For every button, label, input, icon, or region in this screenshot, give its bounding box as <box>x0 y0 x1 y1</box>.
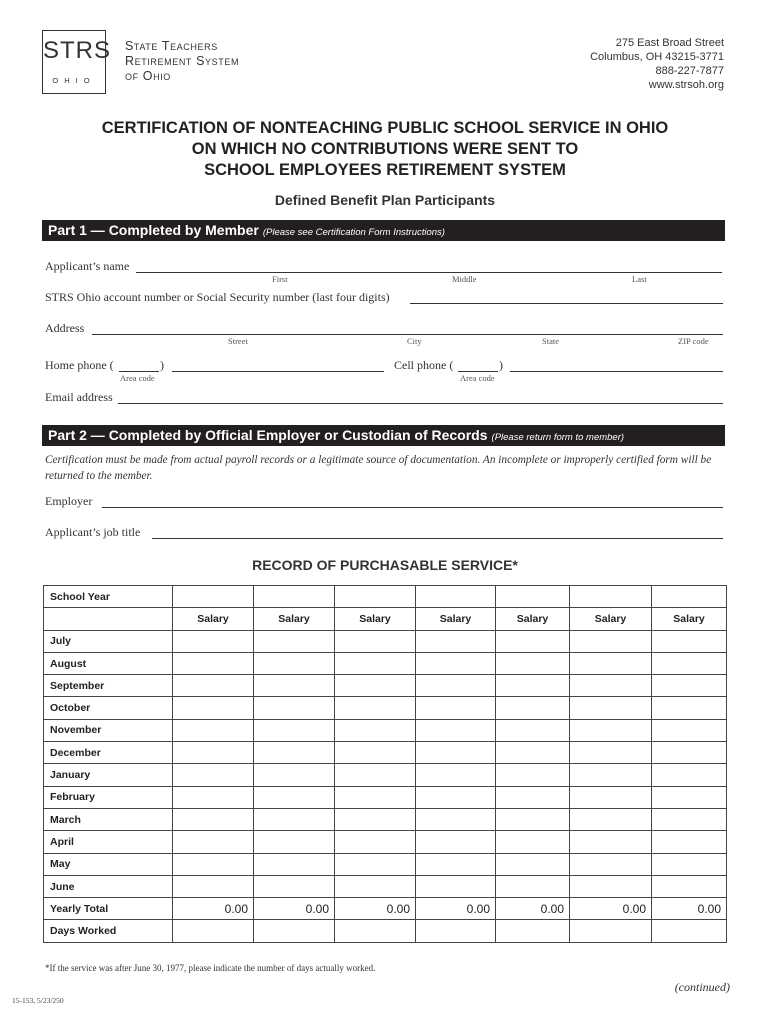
salary-cell[interactable] <box>416 652 496 674</box>
school-year-cell[interactable] <box>254 586 335 608</box>
school-year-cell[interactable] <box>335 586 416 608</box>
salary-cell[interactable] <box>496 764 570 786</box>
salary-cell[interactable] <box>335 630 416 652</box>
part2-instruction: Certification must be made from actual payroll records or a legitimate source of documentation. An incomplete or improperly certified form will be returned to the member. <box>45 454 712 482</box>
form-code: 15-153, 5/23/250 <box>12 996 64 1005</box>
table-row <box>44 831 727 853</box>
home-paren-close: ) <box>160 358 164 372</box>
salary-cell[interactable] <box>496 853 570 875</box>
salary-cell[interactable] <box>496 697 570 719</box>
salary-cell[interactable] <box>652 742 727 764</box>
address-city: Columbus, OH 43215-3771 <box>590 51 724 63</box>
home-area-code-sublabel: Area code <box>120 373 155 383</box>
cell-area-code-field[interactable] <box>458 371 498 372</box>
applicant-name-field[interactable] <box>136 272 722 273</box>
salary-cell[interactable] <box>173 675 254 697</box>
salary-cell[interactable] <box>570 630 652 652</box>
salary-cell[interactable] <box>496 652 570 674</box>
yearly-total-cell: 0.00 <box>496 898 570 920</box>
month-label: November <box>44 719 173 741</box>
logo-sub: OHIO <box>52 76 96 85</box>
salary-cell[interactable] <box>416 786 496 808</box>
salary-cell[interactable] <box>570 697 652 719</box>
school-year-row <box>44 586 727 608</box>
home-phone-field[interactable] <box>172 371 384 372</box>
logo-mark: STRS <box>43 37 112 64</box>
salary-header: Salary <box>570 608 652 630</box>
table-row <box>44 652 727 674</box>
month-label: October <box>44 697 173 719</box>
salary-cell[interactable] <box>570 808 652 830</box>
cell-area-code-sublabel: Area code <box>460 373 495 383</box>
city-sublabel: City <box>407 336 422 346</box>
org-line3: of Ohio <box>125 69 171 83</box>
salary-cell[interactable] <box>416 742 496 764</box>
yearly-total-cell: 0.00 <box>416 898 496 920</box>
salary-cell[interactable] <box>570 853 652 875</box>
salary-cell[interactable] <box>335 719 416 741</box>
salary-cell[interactable] <box>173 808 254 830</box>
salary-cell[interactable] <box>335 742 416 764</box>
days-worked-row <box>44 920 727 942</box>
month-label: June <box>44 875 173 897</box>
salary-cell[interactable] <box>254 808 335 830</box>
salary-cell[interactable] <box>652 875 727 897</box>
salary-cell[interactable] <box>173 853 254 875</box>
salary-cell[interactable] <box>173 764 254 786</box>
table-row <box>44 786 727 808</box>
table-row <box>44 630 727 652</box>
salary-cell[interactable] <box>652 808 727 830</box>
salary-cell[interactable] <box>254 875 335 897</box>
month-label: February <box>44 786 173 808</box>
salary-cell[interactable] <box>652 764 727 786</box>
salary-cell[interactable] <box>254 697 335 719</box>
salary-cell[interactable] <box>173 697 254 719</box>
state-sublabel: State <box>542 336 559 346</box>
account-field[interactable] <box>410 303 723 304</box>
salary-cell[interactable] <box>416 764 496 786</box>
salary-cell[interactable] <box>416 697 496 719</box>
salary-cell[interactable] <box>335 652 416 674</box>
salary-cell[interactable] <box>496 675 570 697</box>
table-row <box>44 853 727 875</box>
table-row <box>44 875 727 897</box>
table-row <box>44 697 727 719</box>
title-line3: SCHOOL EMPLOYEES RETIREMENT SYSTEM <box>204 161 566 179</box>
salary-cell[interactable] <box>416 853 496 875</box>
part1-header <box>42 220 725 241</box>
salary-cell[interactable] <box>652 630 727 652</box>
salary-cell[interactable] <box>496 742 570 764</box>
days-worked-cell[interactable] <box>335 920 416 942</box>
address-web: www.strsoh.org <box>648 79 724 91</box>
salary-cell[interactable] <box>652 831 727 853</box>
form-subtitle: Defined Benefit Plan Participants <box>274 192 496 208</box>
school-year-cell[interactable] <box>652 586 727 608</box>
record-title: RECORD OF PURCHASABLE SERVICE* <box>252 557 518 573</box>
salary-cell[interactable] <box>335 831 416 853</box>
job-title-label: Applicant’s job title <box>45 525 141 539</box>
days-worked-cell[interactable] <box>652 920 727 942</box>
salary-cell[interactable] <box>173 742 254 764</box>
month-label: January <box>44 764 173 786</box>
salary-cell[interactable] <box>254 831 335 853</box>
salary-cell[interactable] <box>416 630 496 652</box>
salary-cell[interactable] <box>570 652 652 674</box>
table-row <box>44 675 727 697</box>
salary-cell[interactable] <box>335 808 416 830</box>
salary-cell[interactable] <box>416 675 496 697</box>
part2-heading: Part 2 — Completed by Official Employer or Custodian of Records <box>48 427 488 443</box>
home-area-code-field[interactable] <box>119 371 159 372</box>
org-address <box>590 36 724 92</box>
address-label: Address <box>45 321 85 335</box>
month-label: May <box>44 853 173 875</box>
job-title-field[interactable] <box>152 538 723 539</box>
middle-sublabel: Middle <box>452 274 477 284</box>
days-worked-label: Days Worked <box>44 920 173 942</box>
employer-label: Employer <box>45 494 93 508</box>
part1-note: (Please see Certification Form Instructions) <box>262 227 445 238</box>
table-row <box>44 764 727 786</box>
school-year-cell[interactable] <box>496 586 570 608</box>
street-sublabel: Street <box>228 336 248 346</box>
salary-cell[interactable] <box>570 875 652 897</box>
salary-cell[interactable] <box>570 831 652 853</box>
salary-cell[interactable] <box>254 675 335 697</box>
salary-cell[interactable] <box>496 630 570 652</box>
first-sublabel: First <box>272 274 288 284</box>
salary-cell[interactable] <box>652 697 727 719</box>
last-sublabel: Last <box>632 274 647 284</box>
salary-cell[interactable] <box>652 853 727 875</box>
school-year-cell[interactable] <box>173 586 254 608</box>
address-phone: 888-227-7877 <box>655 65 724 77</box>
salary-header-row <box>44 608 727 630</box>
month-label: April <box>44 831 173 853</box>
month-label: March <box>44 808 173 830</box>
yearly-total-cell: 0.00 <box>570 898 652 920</box>
yearly-total-row <box>44 898 727 920</box>
yearly-total-cell: 0.00 <box>335 898 416 920</box>
salary-cell[interactable] <box>335 697 416 719</box>
part1-heading: Part 1 — Completed by Member <box>48 222 259 238</box>
salary-header: Salary <box>652 608 727 630</box>
org-line1: State Teachers <box>125 39 218 53</box>
salary-cell[interactable] <box>496 786 570 808</box>
salary-cell[interactable] <box>335 786 416 808</box>
form-title <box>0 118 770 181</box>
salary-cell[interactable] <box>416 808 496 830</box>
salary-cell[interactable] <box>570 719 652 741</box>
salary-cell[interactable] <box>496 831 570 853</box>
org-name <box>125 39 239 84</box>
salary-cell[interactable] <box>335 875 416 897</box>
salary-cell[interactable] <box>173 786 254 808</box>
salary-cell[interactable] <box>570 786 652 808</box>
yearly-total-cell: 0.00 <box>173 898 254 920</box>
salary-cell[interactable] <box>254 764 335 786</box>
salary-cell[interactable] <box>254 630 335 652</box>
school-year-cell[interactable] <box>570 586 652 608</box>
salary-cell[interactable] <box>173 630 254 652</box>
account-label: STRS Ohio account number or Social Security number (last four digits) <box>45 290 390 304</box>
salary-cell[interactable] <box>652 786 727 808</box>
days-worked-cell[interactable] <box>173 920 254 942</box>
yearly-total-cell: 0.00 <box>652 898 727 920</box>
yearly-total-cell: 0.00 <box>254 898 335 920</box>
salary-header: Salary <box>254 608 335 630</box>
record-table <box>43 585 727 943</box>
email-label: Email address <box>45 390 113 404</box>
continued-label: (continued) <box>674 980 730 994</box>
month-label: August <box>44 652 173 674</box>
org-line2: Retirement System <box>125 54 240 68</box>
salary-cell[interactable] <box>416 719 496 741</box>
salary-cell[interactable] <box>652 675 727 697</box>
school-year-label: School Year <box>44 586 173 608</box>
salary-cell[interactable] <box>416 831 496 853</box>
address-field[interactable] <box>92 334 723 335</box>
salary-cell[interactable] <box>173 831 254 853</box>
days-worked-cell[interactable] <box>570 920 652 942</box>
salary-cell[interactable] <box>652 719 727 741</box>
salary-cell[interactable] <box>254 652 335 674</box>
salary-header-blank <box>44 608 173 630</box>
employer-field[interactable] <box>102 507 723 508</box>
salary-cell[interactable] <box>173 875 254 897</box>
month-label: September <box>44 675 173 697</box>
salary-cell[interactable] <box>570 675 652 697</box>
salary-cell[interactable] <box>335 764 416 786</box>
salary-cell[interactable] <box>173 719 254 741</box>
month-label: July <box>44 630 173 652</box>
cell-phone-field[interactable] <box>510 371 723 372</box>
days-worked-cell[interactable] <box>254 920 335 942</box>
salary-cell[interactable] <box>173 652 254 674</box>
salary-cell[interactable] <box>254 742 335 764</box>
salary-cell[interactable] <box>652 652 727 674</box>
salary-header: Salary <box>173 608 254 630</box>
applicant-name-label: Applicant’s name <box>45 259 130 273</box>
school-year-cell[interactable] <box>416 586 496 608</box>
salary-cell[interactable] <box>254 786 335 808</box>
part2-header <box>42 425 725 446</box>
salary-cell[interactable] <box>254 719 335 741</box>
salary-header: Salary <box>416 608 496 630</box>
strs-logo <box>42 30 112 94</box>
salary-cell[interactable] <box>570 764 652 786</box>
table-row <box>44 719 727 741</box>
salary-cell[interactable] <box>496 719 570 741</box>
days-worked-cell[interactable] <box>496 920 570 942</box>
table-row <box>44 808 727 830</box>
salary-cell[interactable] <box>335 853 416 875</box>
salary-cell[interactable] <box>254 853 335 875</box>
days-worked-cell[interactable] <box>416 920 496 942</box>
yearly-total-label: Yearly Total <box>44 898 173 920</box>
salary-cell[interactable] <box>496 808 570 830</box>
salary-header: Salary <box>496 608 570 630</box>
zip-sublabel: ZIP code <box>678 336 709 346</box>
part2-note: (Please return form to member) <box>491 432 625 443</box>
table-row <box>44 742 727 764</box>
address-street: 275 East Broad Street <box>615 37 724 49</box>
cell-phone-label: Cell phone ( <box>394 358 454 372</box>
footnote: *If the service was after June 30, 1977, please indicate the number of days actually worked. <box>45 963 376 973</box>
title-line2: ON WHICH NO CONTRIBUTIONS WERE SENT TO <box>191 140 579 158</box>
salary-cell[interactable] <box>570 742 652 764</box>
home-phone-label: Home phone ( <box>45 358 114 372</box>
salary-header: Salary <box>335 608 416 630</box>
email-field[interactable] <box>118 403 723 404</box>
month-label: December <box>44 742 173 764</box>
salary-cell[interactable] <box>416 875 496 897</box>
salary-cell[interactable] <box>335 675 416 697</box>
cell-paren-close: ) <box>499 358 503 372</box>
title-line1: CERTIFICATION OF NONTEACHING PUBLIC SCHOOL SERVICE IN OHIO <box>101 119 669 137</box>
salary-cell[interactable] <box>496 875 570 897</box>
